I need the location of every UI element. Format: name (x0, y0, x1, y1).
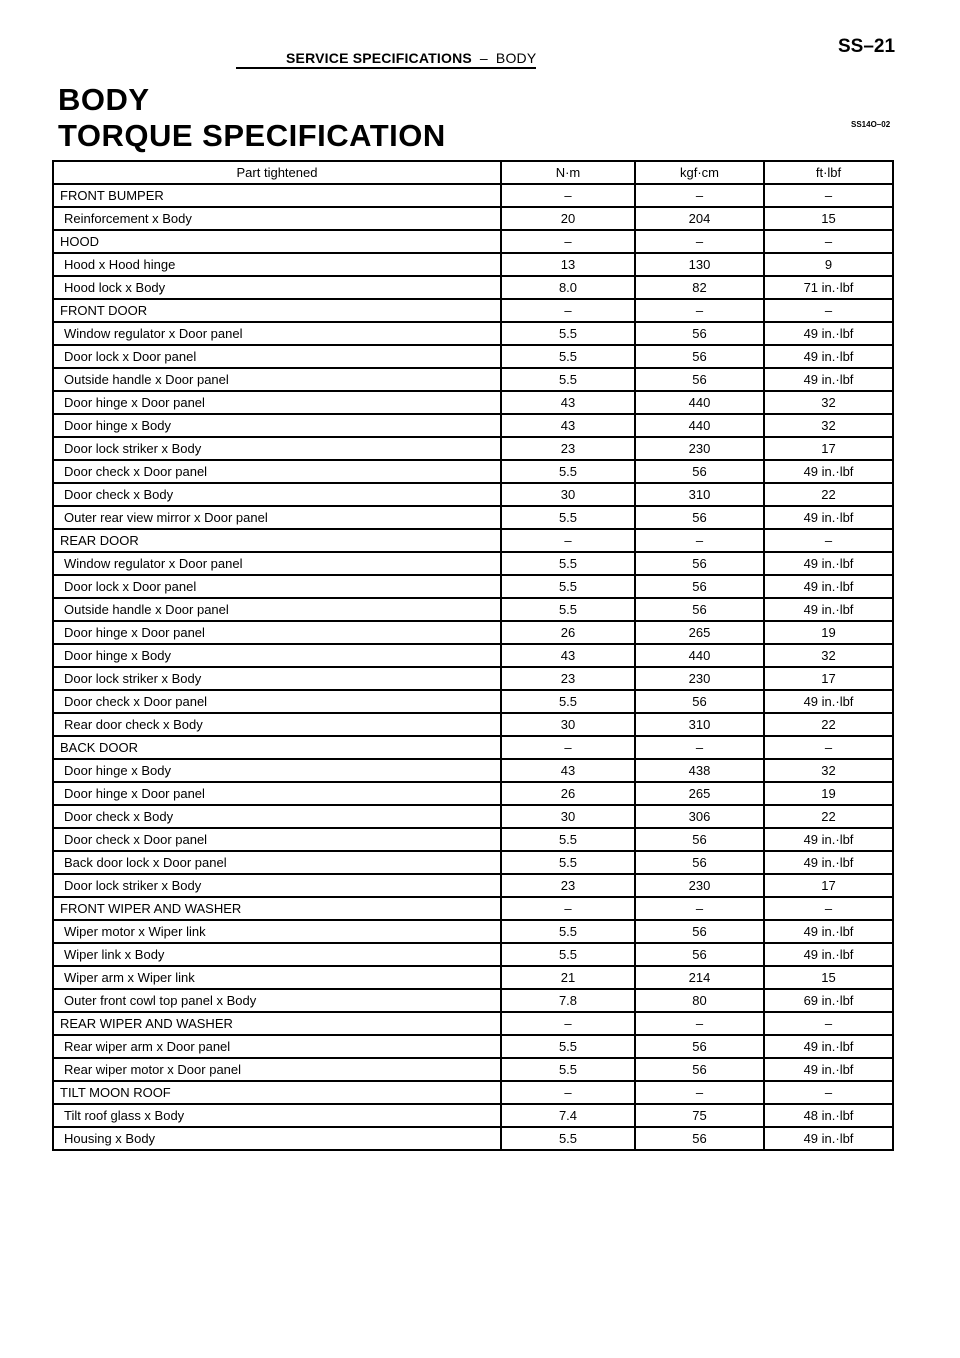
table-row (53, 713, 893, 736)
part-cell: Wiper arm x Wiper link (53, 966, 501, 989)
nm-cell: 30 (501, 483, 635, 506)
kgfcm-cell: 75 (635, 1104, 764, 1127)
nm-cell: 23 (501, 437, 635, 460)
ftlbf-cell: 17 (764, 437, 893, 460)
ftlbf-cell: 17 (764, 874, 893, 897)
part-cell: Outer front cowl top panel x Body (53, 989, 501, 1012)
ftlbf-cell: – (764, 1012, 893, 1035)
part-cell: FRONT BUMPER (53, 184, 501, 207)
nm-cell: 43 (501, 391, 635, 414)
nm-cell: 5.5 (501, 920, 635, 943)
table-row (53, 621, 893, 644)
kgfcm-cell: – (635, 1012, 764, 1035)
ftlbf-cell: 48 in.·lbf (764, 1104, 893, 1127)
table-row (53, 920, 893, 943)
kgfcm-cell: 56 (635, 920, 764, 943)
table-row (53, 437, 893, 460)
ftlbf-cell: 49 in.·lbf (764, 552, 893, 575)
table-row (53, 851, 893, 874)
ftlbf-cell: 32 (764, 759, 893, 782)
part-cell: Window regulator x Door panel (53, 552, 501, 575)
kgfcm-cell: 56 (635, 345, 764, 368)
part-cell: Door hinge x Door panel (53, 621, 501, 644)
kgfcm-cell: 56 (635, 506, 764, 529)
ftlbf-cell: 49 in.·lbf (764, 368, 893, 391)
ftlbf-cell: – (764, 299, 893, 322)
nm-cell: 43 (501, 644, 635, 667)
nm-cell: 5.5 (501, 506, 635, 529)
table-row (53, 460, 893, 483)
ftlbf-cell: 49 in.·lbf (764, 690, 893, 713)
ftlbf-cell: 22 (764, 805, 893, 828)
ftlbf-cell: 19 (764, 782, 893, 805)
nm-cell: – (501, 184, 635, 207)
ftlbf-cell: 49 in.·lbf (764, 1127, 893, 1150)
nm-cell: 5.5 (501, 1035, 635, 1058)
doc-code: SS14O–02 (851, 120, 891, 129)
kgfcm-cell: 204 (635, 207, 764, 230)
kgfcm-cell: – (635, 184, 764, 207)
nm-cell: 8.0 (501, 276, 635, 299)
table-row (53, 299, 893, 322)
part-cell: Reinforcement x Body (53, 207, 501, 230)
part-cell: Outer rear view mirror x Door panel (53, 506, 501, 529)
header-separator: – (479, 50, 488, 66)
nm-cell: 13 (501, 253, 635, 276)
nm-cell: 5.5 (501, 690, 635, 713)
kgfcm-cell: – (635, 529, 764, 552)
nm-cell: 5.5 (501, 598, 635, 621)
table-row (53, 874, 893, 897)
table-row (53, 828, 893, 851)
ftlbf-cell: – (764, 184, 893, 207)
running-header (236, 36, 896, 64)
part-cell: Outside handle x Door panel (53, 368, 501, 391)
header-section: SERVICE SPECIFICATIONS (286, 50, 472, 66)
header-subsection: BODY (495, 50, 537, 66)
nm-cell: 7.4 (501, 1104, 635, 1127)
table-row (53, 598, 893, 621)
header-rule (236, 67, 536, 69)
kgfcm-cell: 265 (635, 621, 764, 644)
part-cell: Housing x Body (53, 1127, 501, 1150)
part-cell: Door check x Body (53, 483, 501, 506)
table-header-row (53, 161, 893, 184)
table-row (53, 253, 893, 276)
ftlbf-cell: 71 in.·lbf (764, 276, 893, 299)
part-cell: HOOD (53, 230, 501, 253)
nm-cell: 23 (501, 667, 635, 690)
part-cell: FRONT DOOR (53, 299, 501, 322)
nm-cell: 5.5 (501, 460, 635, 483)
part-cell: FRONT WIPER AND WASHER (53, 897, 501, 920)
nm-cell: – (501, 529, 635, 552)
table-row (53, 552, 893, 575)
column-header-nm: N·m (501, 161, 635, 184)
table-row (53, 667, 893, 690)
part-cell: Rear wiper arm x Door panel (53, 1035, 501, 1058)
part-cell: Door check x Door panel (53, 690, 501, 713)
table-row (53, 736, 893, 759)
ftlbf-cell: 49 in.·lbf (764, 598, 893, 621)
table-row (53, 897, 893, 920)
part-cell: Door hinge x Body (53, 759, 501, 782)
table-row (53, 1012, 893, 1035)
table-row (53, 368, 893, 391)
part-cell: Door lock striker x Body (53, 874, 501, 897)
ftlbf-cell: 17 (764, 667, 893, 690)
kgfcm-cell: 56 (635, 1127, 764, 1150)
nm-cell: 26 (501, 782, 635, 805)
ftlbf-cell: 32 (764, 644, 893, 667)
page-title: BODY (58, 82, 150, 117)
nm-cell: 5.5 (501, 1058, 635, 1081)
table-row (53, 1058, 893, 1081)
table-row (53, 966, 893, 989)
kgfcm-cell: 56 (635, 460, 764, 483)
nm-cell: 5.5 (501, 851, 635, 874)
part-cell: Door hinge x Body (53, 644, 501, 667)
table-row (53, 1127, 893, 1150)
table-row (53, 1035, 893, 1058)
part-cell: Door lock x Door panel (53, 575, 501, 598)
table-row (53, 782, 893, 805)
ftlbf-cell: 49 in.·lbf (764, 322, 893, 345)
part-cell: Door hinge x Door panel (53, 391, 501, 414)
kgfcm-cell: 440 (635, 414, 764, 437)
kgfcm-cell: 438 (635, 759, 764, 782)
kgfcm-cell: 80 (635, 989, 764, 1012)
ftlbf-cell: 19 (764, 621, 893, 644)
ftlbf-cell: 15 (764, 207, 893, 230)
kgfcm-cell: 56 (635, 552, 764, 575)
ftlbf-cell: – (764, 529, 893, 552)
table-row (53, 1104, 893, 1127)
column-header-ftlbf: ft·lbf (764, 161, 893, 184)
ftlbf-cell: 49 in.·lbf (764, 828, 893, 851)
ftlbf-cell: 49 in.·lbf (764, 460, 893, 483)
table-row (53, 345, 893, 368)
ftlbf-cell: – (764, 897, 893, 920)
nm-cell: 5.5 (501, 943, 635, 966)
kgfcm-cell: 56 (635, 851, 764, 874)
nm-cell: – (501, 299, 635, 322)
part-cell: BACK DOOR (53, 736, 501, 759)
part-cell: Rear wiper motor x Door panel (53, 1058, 501, 1081)
kgfcm-cell: – (635, 1081, 764, 1104)
nm-cell: – (501, 1081, 635, 1104)
part-cell: Window regulator x Door panel (53, 322, 501, 345)
table-row (53, 690, 893, 713)
part-cell: Door lock x Door panel (53, 345, 501, 368)
ftlbf-cell: 32 (764, 391, 893, 414)
table-row (53, 483, 893, 506)
kgfcm-cell: 440 (635, 644, 764, 667)
kgfcm-cell: 56 (635, 1035, 764, 1058)
table-body (53, 184, 893, 1150)
part-cell: TILT MOON ROOF (53, 1081, 501, 1104)
ftlbf-cell: 15 (764, 966, 893, 989)
part-cell: Outside handle x Door panel (53, 598, 501, 621)
nm-cell: – (501, 230, 635, 253)
table-row (53, 989, 893, 1012)
ftlbf-cell: – (764, 1081, 893, 1104)
ftlbf-cell: 49 in.·lbf (764, 851, 893, 874)
running-header-text (286, 50, 536, 66)
table-row (53, 1081, 893, 1104)
nm-cell: 43 (501, 759, 635, 782)
nm-cell: 21 (501, 966, 635, 989)
part-cell: REAR WIPER AND WASHER (53, 1012, 501, 1035)
table-row (53, 943, 893, 966)
ftlbf-cell: 69 in.·lbf (764, 989, 893, 1012)
part-cell: Wiper link x Body (53, 943, 501, 966)
page-subtitle: TORQUE SPECIFICATION (58, 118, 446, 153)
part-cell: Door check x Door panel (53, 460, 501, 483)
kgfcm-cell: 440 (635, 391, 764, 414)
kgfcm-cell: 306 (635, 805, 764, 828)
kgfcm-cell: 130 (635, 253, 764, 276)
ftlbf-cell: 9 (764, 253, 893, 276)
part-cell: Hood lock x Body (53, 276, 501, 299)
part-cell: Door lock striker x Body (53, 437, 501, 460)
nm-cell: 23 (501, 874, 635, 897)
ftlbf-cell: 32 (764, 414, 893, 437)
table-row (53, 230, 893, 253)
table-row (53, 184, 893, 207)
kgfcm-cell: 310 (635, 713, 764, 736)
torque-table (52, 160, 894, 1151)
table-row (53, 529, 893, 552)
kgfcm-cell: 56 (635, 368, 764, 391)
ftlbf-cell: 49 in.·lbf (764, 575, 893, 598)
nm-cell: 30 (501, 713, 635, 736)
part-cell: Wiper motor x Wiper link (53, 920, 501, 943)
page-number: SS–21 (838, 36, 896, 57)
kgfcm-cell: 82 (635, 276, 764, 299)
nm-cell: 7.8 (501, 989, 635, 1012)
nm-cell: 26 (501, 621, 635, 644)
kgfcm-cell: 230 (635, 667, 764, 690)
part-cell: Rear door check x Body (53, 713, 501, 736)
ftlbf-cell: 49 in.·lbf (764, 1058, 893, 1081)
part-cell: Hood x Hood hinge (53, 253, 501, 276)
kgfcm-cell: 56 (635, 828, 764, 851)
ftlbf-cell: – (764, 230, 893, 253)
ftlbf-cell: 49 in.·lbf (764, 943, 893, 966)
kgfcm-cell: 310 (635, 483, 764, 506)
part-cell: Door hinge x Body (53, 414, 501, 437)
nm-cell: 5.5 (501, 1127, 635, 1150)
ftlbf-cell: – (764, 736, 893, 759)
nm-cell: 5.5 (501, 828, 635, 851)
kgfcm-cell: – (635, 736, 764, 759)
part-cell: Door check x Door panel (53, 828, 501, 851)
nm-cell: 5.5 (501, 322, 635, 345)
part-cell: Door check x Body (53, 805, 501, 828)
part-cell: Door lock striker x Body (53, 667, 501, 690)
table-row (53, 391, 893, 414)
nm-cell: 5.5 (501, 552, 635, 575)
nm-cell: 20 (501, 207, 635, 230)
kgfcm-cell: 56 (635, 943, 764, 966)
part-cell: REAR DOOR (53, 529, 501, 552)
table-row (53, 805, 893, 828)
nm-cell: 5.5 (501, 345, 635, 368)
table-row (53, 506, 893, 529)
kgfcm-cell: 230 (635, 437, 764, 460)
ftlbf-cell: 22 (764, 483, 893, 506)
table-row (53, 322, 893, 345)
ftlbf-cell: 49 in.·lbf (764, 1035, 893, 1058)
column-header-part: Part tightened (53, 161, 501, 184)
part-cell: Tilt roof glass x Body (53, 1104, 501, 1127)
nm-cell: 5.5 (501, 368, 635, 391)
table-row (53, 207, 893, 230)
table-row (53, 644, 893, 667)
nm-cell: – (501, 1012, 635, 1035)
nm-cell: 43 (501, 414, 635, 437)
kgfcm-cell: 56 (635, 690, 764, 713)
kgfcm-cell: 214 (635, 966, 764, 989)
ftlbf-cell: 49 in.·lbf (764, 920, 893, 943)
column-header-kgfcm: kgf·cm (635, 161, 764, 184)
kgfcm-cell: 56 (635, 575, 764, 598)
ftlbf-cell: 49 in.·lbf (764, 506, 893, 529)
kgfcm-cell: 56 (635, 322, 764, 345)
part-cell: Back door lock x Door panel (53, 851, 501, 874)
table-row (53, 759, 893, 782)
kgfcm-cell: 56 (635, 1058, 764, 1081)
nm-cell: – (501, 897, 635, 920)
kgfcm-cell: – (635, 299, 764, 322)
kgfcm-cell: – (635, 897, 764, 920)
kgfcm-cell: 265 (635, 782, 764, 805)
table-row (53, 414, 893, 437)
part-cell: Door hinge x Door panel (53, 782, 501, 805)
ftlbf-cell: 22 (764, 713, 893, 736)
table-row (53, 575, 893, 598)
nm-cell: 5.5 (501, 575, 635, 598)
nm-cell: 30 (501, 805, 635, 828)
kgfcm-cell: – (635, 230, 764, 253)
table-row (53, 276, 893, 299)
ftlbf-cell: 49 in.·lbf (764, 345, 893, 368)
kgfcm-cell: 230 (635, 874, 764, 897)
nm-cell: – (501, 736, 635, 759)
kgfcm-cell: 56 (635, 598, 764, 621)
